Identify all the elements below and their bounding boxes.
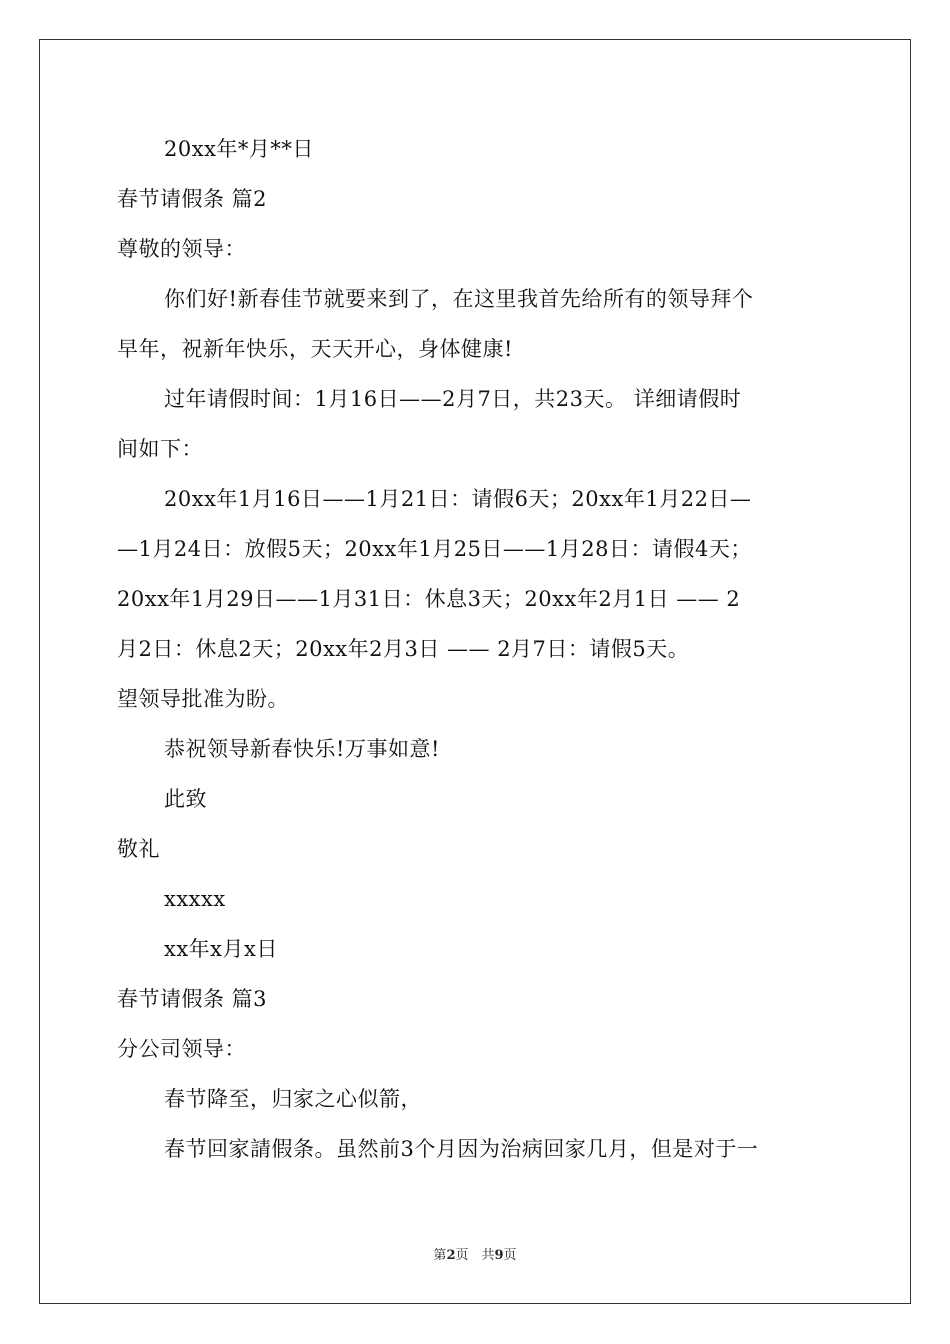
- paragraph-line: 过年请假时间：1月16日——2月7日，共23天。 详细请假时: [164, 387, 742, 411]
- closing-salute: 敬礼: [117, 837, 160, 861]
- page-footer: [0, 1247, 950, 1265]
- footer-suffix: 页: [503, 1248, 517, 1263]
- paragraph-line: 春节降至，归家之心似箭，: [164, 1087, 422, 1111]
- footer-total-pages: 9: [494, 1248, 504, 1263]
- paragraph-line: 春节回家請假条。虽然前3个月因为治病回家几月，但是对于一: [164, 1137, 759, 1161]
- footer-prefix: 第: [433, 1248, 447, 1263]
- paragraph-line: 你们好!新春佳节就要来到了，在这里我首先给所有的领导拜个: [164, 287, 754, 311]
- footer-page-number: 2: [446, 1248, 456, 1263]
- signature-name: xxxxx: [164, 887, 226, 911]
- section-heading-3: 春节请假条 篇3: [117, 987, 268, 1011]
- page-border: [39, 39, 911, 1304]
- paragraph-line: 望领导批准为盼。: [117, 687, 289, 711]
- salutation: 分公司领导：: [117, 1037, 246, 1061]
- closing-line: 此致: [164, 787, 207, 811]
- paragraph-line: —1月24日：放假5天；20xx年1月25日——1月28日：请假4天；: [117, 537, 752, 561]
- section-heading-2: 春节请假条 篇2: [117, 187, 268, 211]
- paragraph-line: 早年，祝新年快乐，天天开心，身体健康!: [117, 337, 513, 361]
- paragraph-line: 月2日：休息2天；20xx年2月3日 —— 2月7日：请假5天。: [117, 637, 690, 661]
- paragraph-line: 间如下：: [117, 437, 203, 461]
- signature-date: xx年x月x日: [164, 937, 278, 961]
- paragraph-line: 20xx年1月16日——1月21日：请假6天；20xx年1月22日—: [164, 487, 752, 511]
- date-line: 20xx年*月**日: [164, 137, 314, 161]
- salutation: 尊敬的领导：: [117, 237, 246, 261]
- greeting-line: 恭祝领导新春快乐!万事如意!: [164, 737, 440, 761]
- paragraph-line: 20xx年1月29日——1月31日：休息3天；20xx年2月1日 —— 2: [117, 587, 741, 611]
- footer-middle: 页 共: [455, 1248, 495, 1263]
